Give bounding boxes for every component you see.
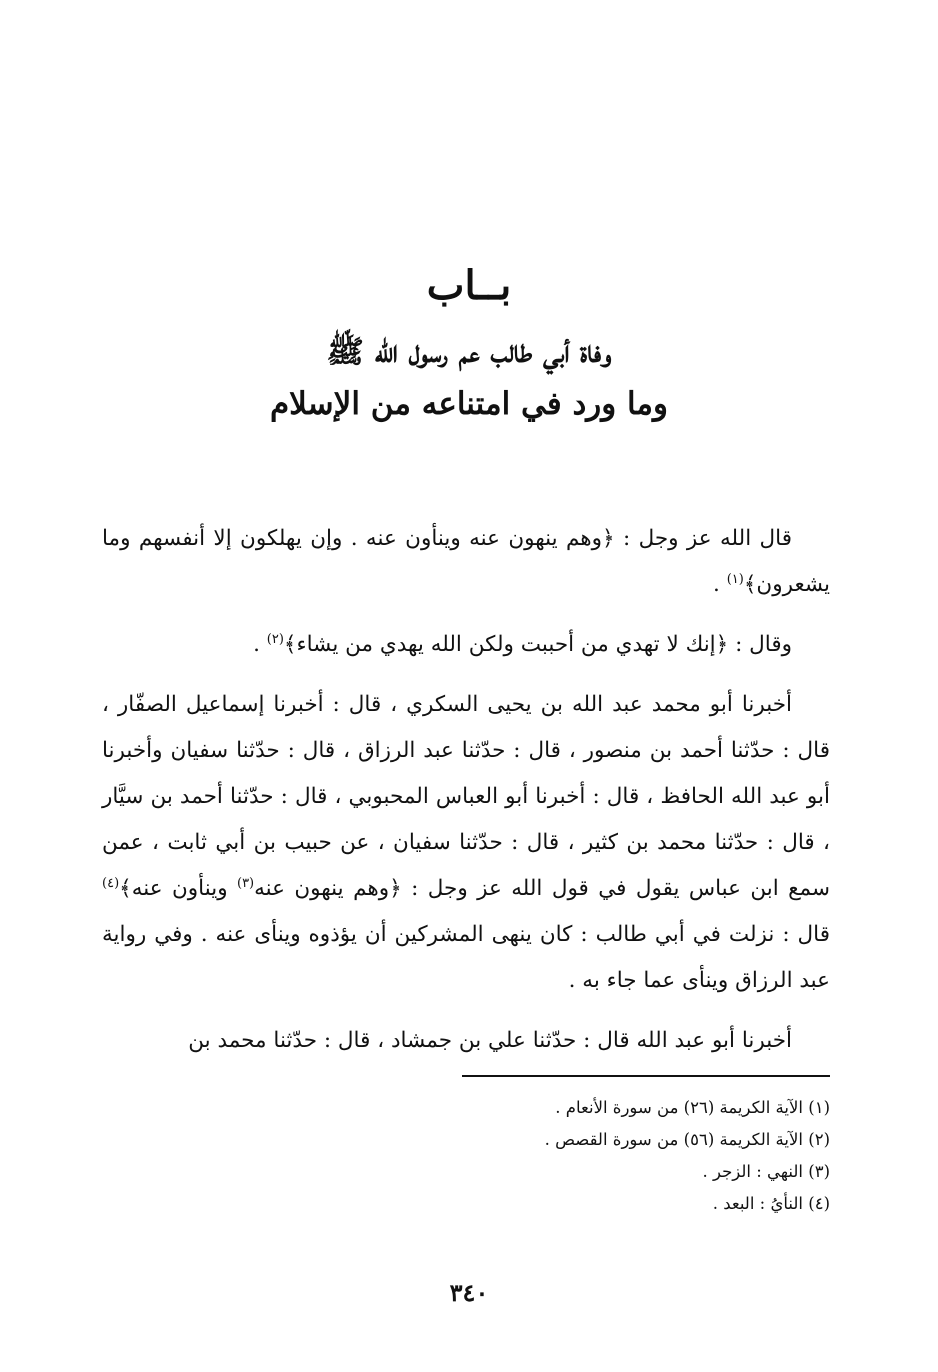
footnote-ref-3: (٣)	[236, 875, 255, 891]
footnote-ref-1: (١)	[726, 571, 744, 587]
footnote-ref-2: (٢)	[266, 631, 284, 647]
paragraph-2	[102, 622, 830, 668]
footnote-ref-4: (٤)	[102, 875, 120, 891]
footnote-divider	[462, 1075, 830, 1077]
paragraph-3	[102, 682, 830, 1004]
paragraph-text: أخبرنا أبو عبد الله قال : حدّثنا علي بن جمشاد ، قال : حدّثنا محمد بن	[188, 1028, 792, 1053]
chapter-label: بــاب	[426, 262, 512, 309]
paragraph-tail: .	[713, 572, 727, 597]
paragraph-tail: .	[253, 632, 267, 657]
page-number: ٣٤٠	[449, 1278, 489, 1307]
footnote-2: (٢) الآية الكريمة (٥٦) من سورة القصص .	[544, 1130, 830, 1149]
chapter-title	[120, 326, 818, 430]
footnote-4: (٤) النأيُ : البعد .	[712, 1194, 830, 1213]
body-text	[102, 516, 830, 1064]
footnotes	[430, 1092, 830, 1220]
chapter-title-line-1: وفاة أبي طالب عم رسول الله ﷺ	[326, 334, 612, 370]
footnote-3: (٣) النهي : الزجر .	[702, 1162, 830, 1181]
paragraph-text-continued: وينأون عنه﴾	[119, 876, 237, 901]
paragraph-text: وقال : ﴿إنك لا تهدي من أحببت ولكن الله يهدي من يشاء﴾	[283, 632, 792, 657]
paragraph-4	[102, 1018, 830, 1064]
chapter-title-line-2: وما ورد في امتناعه من الإسلام	[269, 386, 669, 422]
paragraph-tail: قال : نزلت في أبي طالب : كان ينهى المشركين أن يؤذوه وينأى عنه . وفي رواية عبد الرزاق وينأى عما جاء به .	[102, 922, 830, 993]
footnote-1: (١) الآية الكريمة (٢٦) من سورة الأنعام .	[555, 1098, 830, 1117]
paragraph-text: أخبرنا أبو محمد عبد الله بن يحيى السكري ، قال : أخبرنا إسماعيل الصفّار ، قال : حدّثنا أحمد بن منصور ، قال : حدّثنا عبد الرزاق ، قال : حدّثنا سفيان وأخبرنا أبو عبد الله الحافظ ، قال : أخبرنا أبو العباس المحبوبي ، قال : حدّثنا أحمد بن سيَّار ، قال : حدّثنا محمد بن كثير ، قال : حدّثنا سفيان ، عن حبيب بن أبي ثابت ، عمن سمع ابن عباس يقول في قول الله عز وجل : ﴿وهم ينهون عنه	[102, 692, 830, 901]
paragraph-text: قال الله عز وجل : ﴿وهم ينهون عنه وينأون عنه . وإن يهلكون إلا أنفسهم وما يشعرون﴾	[102, 526, 830, 597]
paragraph-1	[102, 516, 830, 608]
